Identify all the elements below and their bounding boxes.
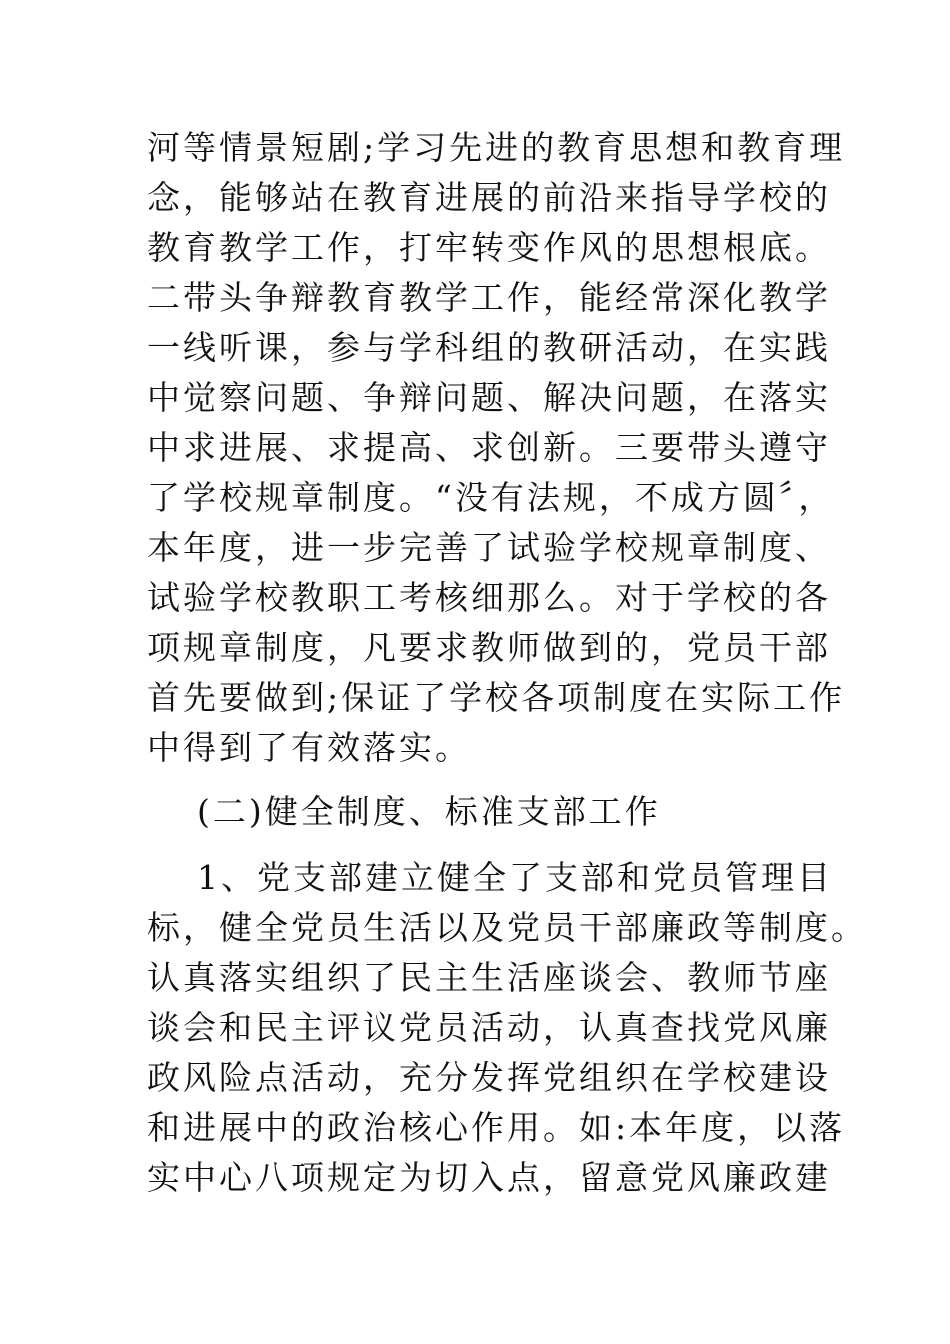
paragraph-line: 中求进展、求提高、求创新。三要带头遵守 [147, 428, 831, 467]
paragraph-line: 一线听课，参与学科组的教研活动，在实践 [147, 328, 831, 367]
paragraph-line: 教育教学工作，打牢转变作风的思想根底。 [147, 228, 831, 267]
paragraph-line: 项规章制度，凡要求教师做到的，党员干部 [147, 628, 831, 667]
paragraph-line: 1、党支部建立健全了支部和党员管理目 [197, 858, 833, 897]
paragraph-line: 标，健全党员生活以及党员干部廉政等制度。 [147, 908, 867, 947]
paragraph-line: 二带头争辩教育教学工作，能经常深化教学 [147, 278, 831, 317]
paragraph-line: 了学校规章制度。“没有法规，不成方圆〞， [147, 478, 835, 517]
paragraph-line: 试验学校教职工考核细那么。对于学校的各 [147, 578, 831, 617]
paragraph-line: 念，能够站在教育进展的前沿来指导学校的 [147, 178, 831, 217]
paragraph-line: 和进展中的政治核心作用。如:本年度，以落 [147, 1108, 846, 1147]
paragraph-line: 实中心八项规定为切入点，留意党风廉政建 [147, 1158, 831, 1197]
paragraph-line: 河等情景短剧;学习先进的教育思想和教育理 [147, 128, 846, 167]
paragraph-line: 本年度，进一步完善了试验学校规章制度、 [147, 528, 831, 567]
paragraph-line: 认真落实组织了民主生活座谈会、教师节座 [147, 958, 831, 997]
paragraph-line: 政风险点活动，充分发挥党组织在学校建设 [147, 1058, 831, 1097]
paragraph-line: 首先要做到;保证了学校各项制度在实际工作 [147, 678, 846, 717]
section-heading: (二)健全制度、标准支部工作 [197, 792, 661, 831]
paragraph-line: 谈会和民主评议党员活动，认真查找党风廉 [147, 1008, 831, 1047]
paragraph-line: 中觉察问题、争辩问题、解决问题，在落实 [147, 378, 831, 417]
paragraph-line: 中得到了有效落实。 [147, 728, 471, 767]
